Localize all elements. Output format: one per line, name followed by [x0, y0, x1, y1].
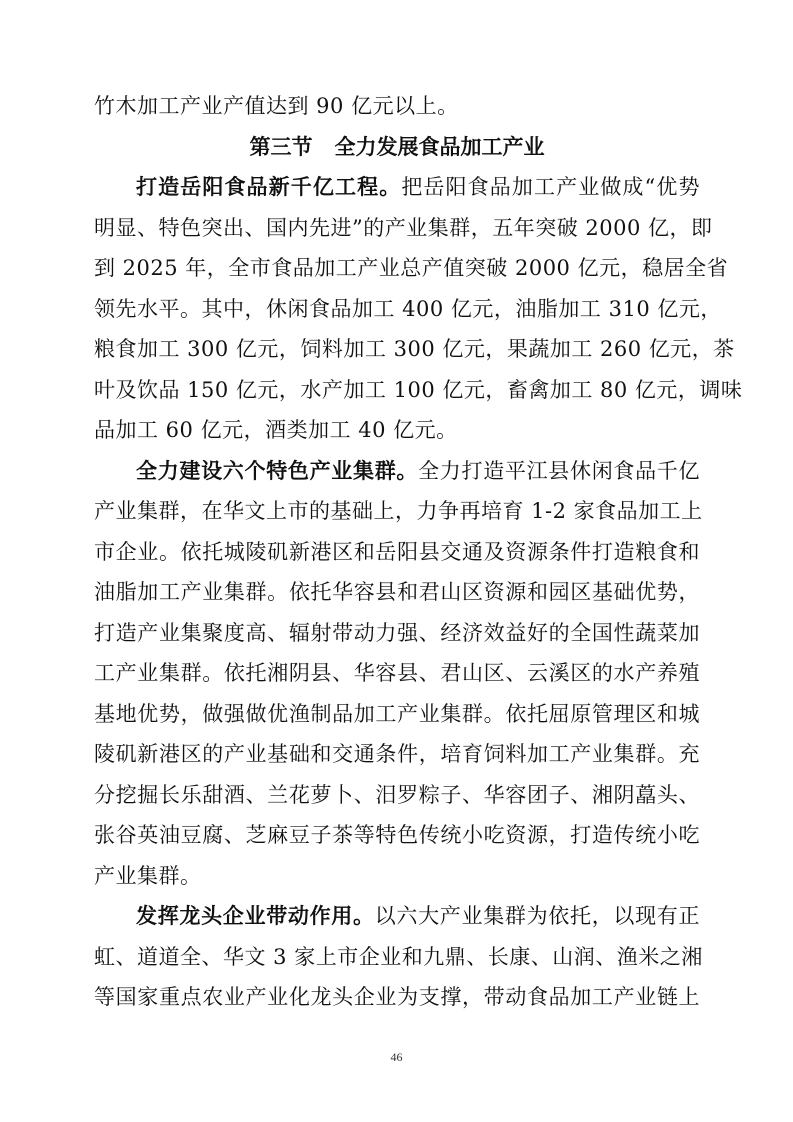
paragraph-line: 张谷英油豆腐、芝麻豆子茶等特色传统小吃资源，打造传统小吃 [94, 823, 700, 847]
intro-text: 竹木加工产业产值达到 90 亿元以上。 [94, 94, 459, 118]
paragraph-line: 品加工 60 亿元，酒类加工 40 亿元。 [94, 418, 458, 442]
paragraph-line: 陵矶新港区的产业基础和交通条件，培育饲料加工产业集群。充 [94, 742, 700, 766]
page-number: 46 [390, 1050, 403, 1064]
paragraph-text: 把岳阳食品加工产业做成“优势 [401, 175, 700, 199]
paragraph-line: 到 2025 年，全市食品加工产业总产值突破 2000 亿元，稳居全省 [94, 256, 729, 280]
paragraph-line: 产业集群，在华文上市的基础上，力争再培育 1-2 家食品加工上 [94, 499, 703, 523]
paragraph-line: 产业集群。 [94, 863, 202, 888]
paragraph-text: 全力打造平江县休闲食品千亿 [418, 458, 701, 483]
paragraph-leading-enterprises [94, 896, 703, 1018]
intro-line [94, 86, 700, 127]
paragraph-line: 基地优势，做强做优渔制品加工产业集群。依托屈原管理区和城 [94, 701, 700, 726]
paragraph-line: 叶及饮品 150 亿元，水产加工 100 亿元，畜禽加工 80 亿元，调味 [94, 377, 743, 402]
section-heading: 第三节 全力发展食品加工产业 [249, 134, 545, 159]
paragraph-lead: 发挥龙头企业带动作用。 [136, 904, 375, 928]
paragraph-line: 市企业。依托城陵矶新港区和岳阳县交通及资源条件打造粮食和 [94, 539, 700, 564]
document-body [94, 86, 743, 1018]
paragraph-line: 粮食加工 300 亿元，饲料加工 300 亿元，果蔬加工 260 亿元，茶 [94, 337, 735, 361]
paragraph-line: 工产业集群。依托湘阴县、华容县、君山区、云溪区的水产养殖 [94, 661, 700, 685]
paragraph-food-engineering [94, 167, 743, 451]
paragraph-lead: 打造岳阳食品新千亿工程。 [136, 175, 402, 199]
paragraph-line: 虹、道道全、华文 3 家上市企业和九鼎、长康、山润、渔米之湘 [94, 944, 703, 969]
paragraph-text: 以六大产业集群为依托，以现有正 [374, 904, 701, 928]
paragraph-industry-clusters [94, 451, 703, 897]
paragraph-line: 油脂加工产业集群。依托华容县和君山区资源和园区基础优势， [94, 580, 700, 604]
paragraph-line: 分挖掘长乐甜酒、兰花萝卜、汨罗粽子、华容团子、湘阴藠头、 [94, 782, 700, 807]
paragraph-line: 明显、特色突出、国内先进”的产业集群，五年突破 2000 亿，即 [94, 215, 713, 240]
paragraph-line: 打造产业集聚度高、辐射带动力强、经济效益好的全国性蔬菜加 [94, 620, 700, 645]
paragraph-lead: 全力建设六个特色产业集群。 [136, 458, 419, 483]
paragraph-line: 等国家重点农业产业化龙头企业为支撑，带动食品加工产业链上 [94, 985, 700, 1009]
paragraph-line: 领先水平。其中，休闲食品加工 400 亿元，油脂加工 310 亿元， [94, 296, 722, 321]
